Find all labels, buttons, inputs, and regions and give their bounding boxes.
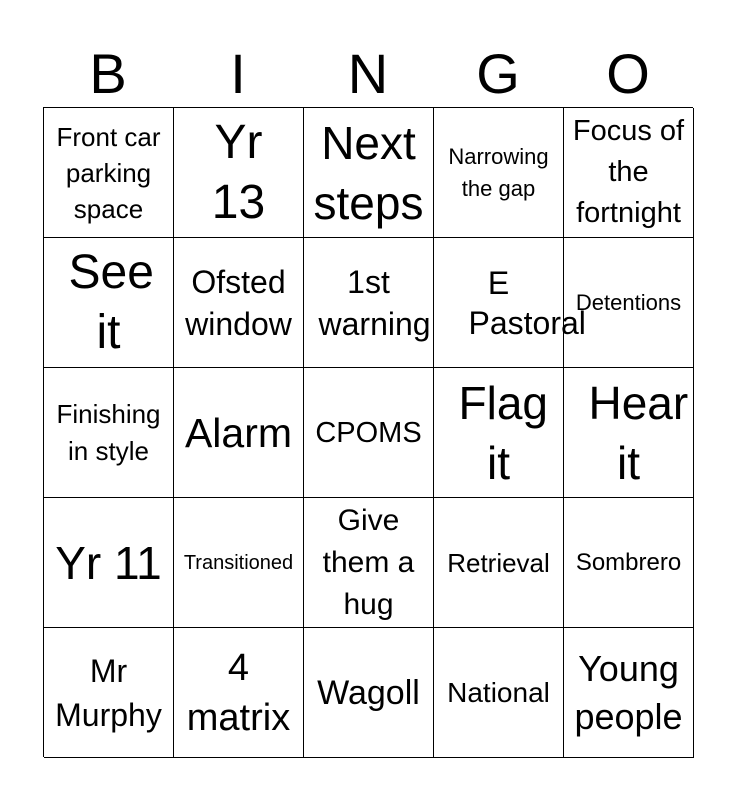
bingo-cell[interactable]: Give them a hug [304, 498, 434, 628]
bingo-cell[interactable]: Sombrero [564, 498, 694, 628]
bingo-cell[interactable]: Next steps [304, 108, 434, 238]
bingo-cell[interactable]: 4 matrix [174, 628, 304, 758]
bingo-header [43, 40, 693, 108]
bingo-cell[interactable]: Wagoll [304, 628, 434, 758]
bingo-cell[interactable]: National [434, 628, 564, 758]
bingo-cell[interactable]: See it [44, 238, 174, 368]
header-letter-g: G [476, 42, 520, 105]
bingo-cell[interactable]: Narrowing the gap [434, 108, 564, 238]
bingo-cell[interactable]: Transitioned [174, 498, 304, 628]
bingo-cell[interactable]: E Pastoral [434, 238, 564, 368]
bingo-cell[interactable]: Finishing in style [44, 368, 174, 498]
bingo-cell[interactable]: Flag it [434, 368, 564, 498]
bingo-cell[interactable]: Ofsted window [174, 238, 304, 368]
bingo-cell[interactable]: Mr Murphy [44, 628, 174, 758]
bingo-cell[interactable]: Detentions [564, 238, 694, 368]
bingo-cell[interactable]: Retrieval [434, 498, 564, 628]
bingo-cell[interactable]: CPOMS [304, 368, 434, 498]
header-letter-n: N [347, 42, 389, 105]
bingo-cell[interactable]: Alarm [174, 368, 304, 498]
bingo-cell[interactable]: 1st warning [304, 238, 434, 368]
bingo-cell[interactable]: Young people [564, 628, 694, 758]
bingo-cell[interactable]: Yr 13 [174, 108, 304, 238]
header-letter-o: O [606, 42, 650, 105]
bingo-cell[interactable]: Yr 11 [44, 498, 174, 628]
bingo-grid [43, 107, 693, 757]
bingo-cell[interactable]: Front car parking space [44, 108, 174, 238]
header-letter-i: I [230, 42, 246, 105]
bingo-cell[interactable]: Focus of the fortnight [564, 108, 694, 238]
bingo-cell[interactable]: Hear it [564, 368, 694, 498]
header-letter-b: B [89, 42, 127, 105]
